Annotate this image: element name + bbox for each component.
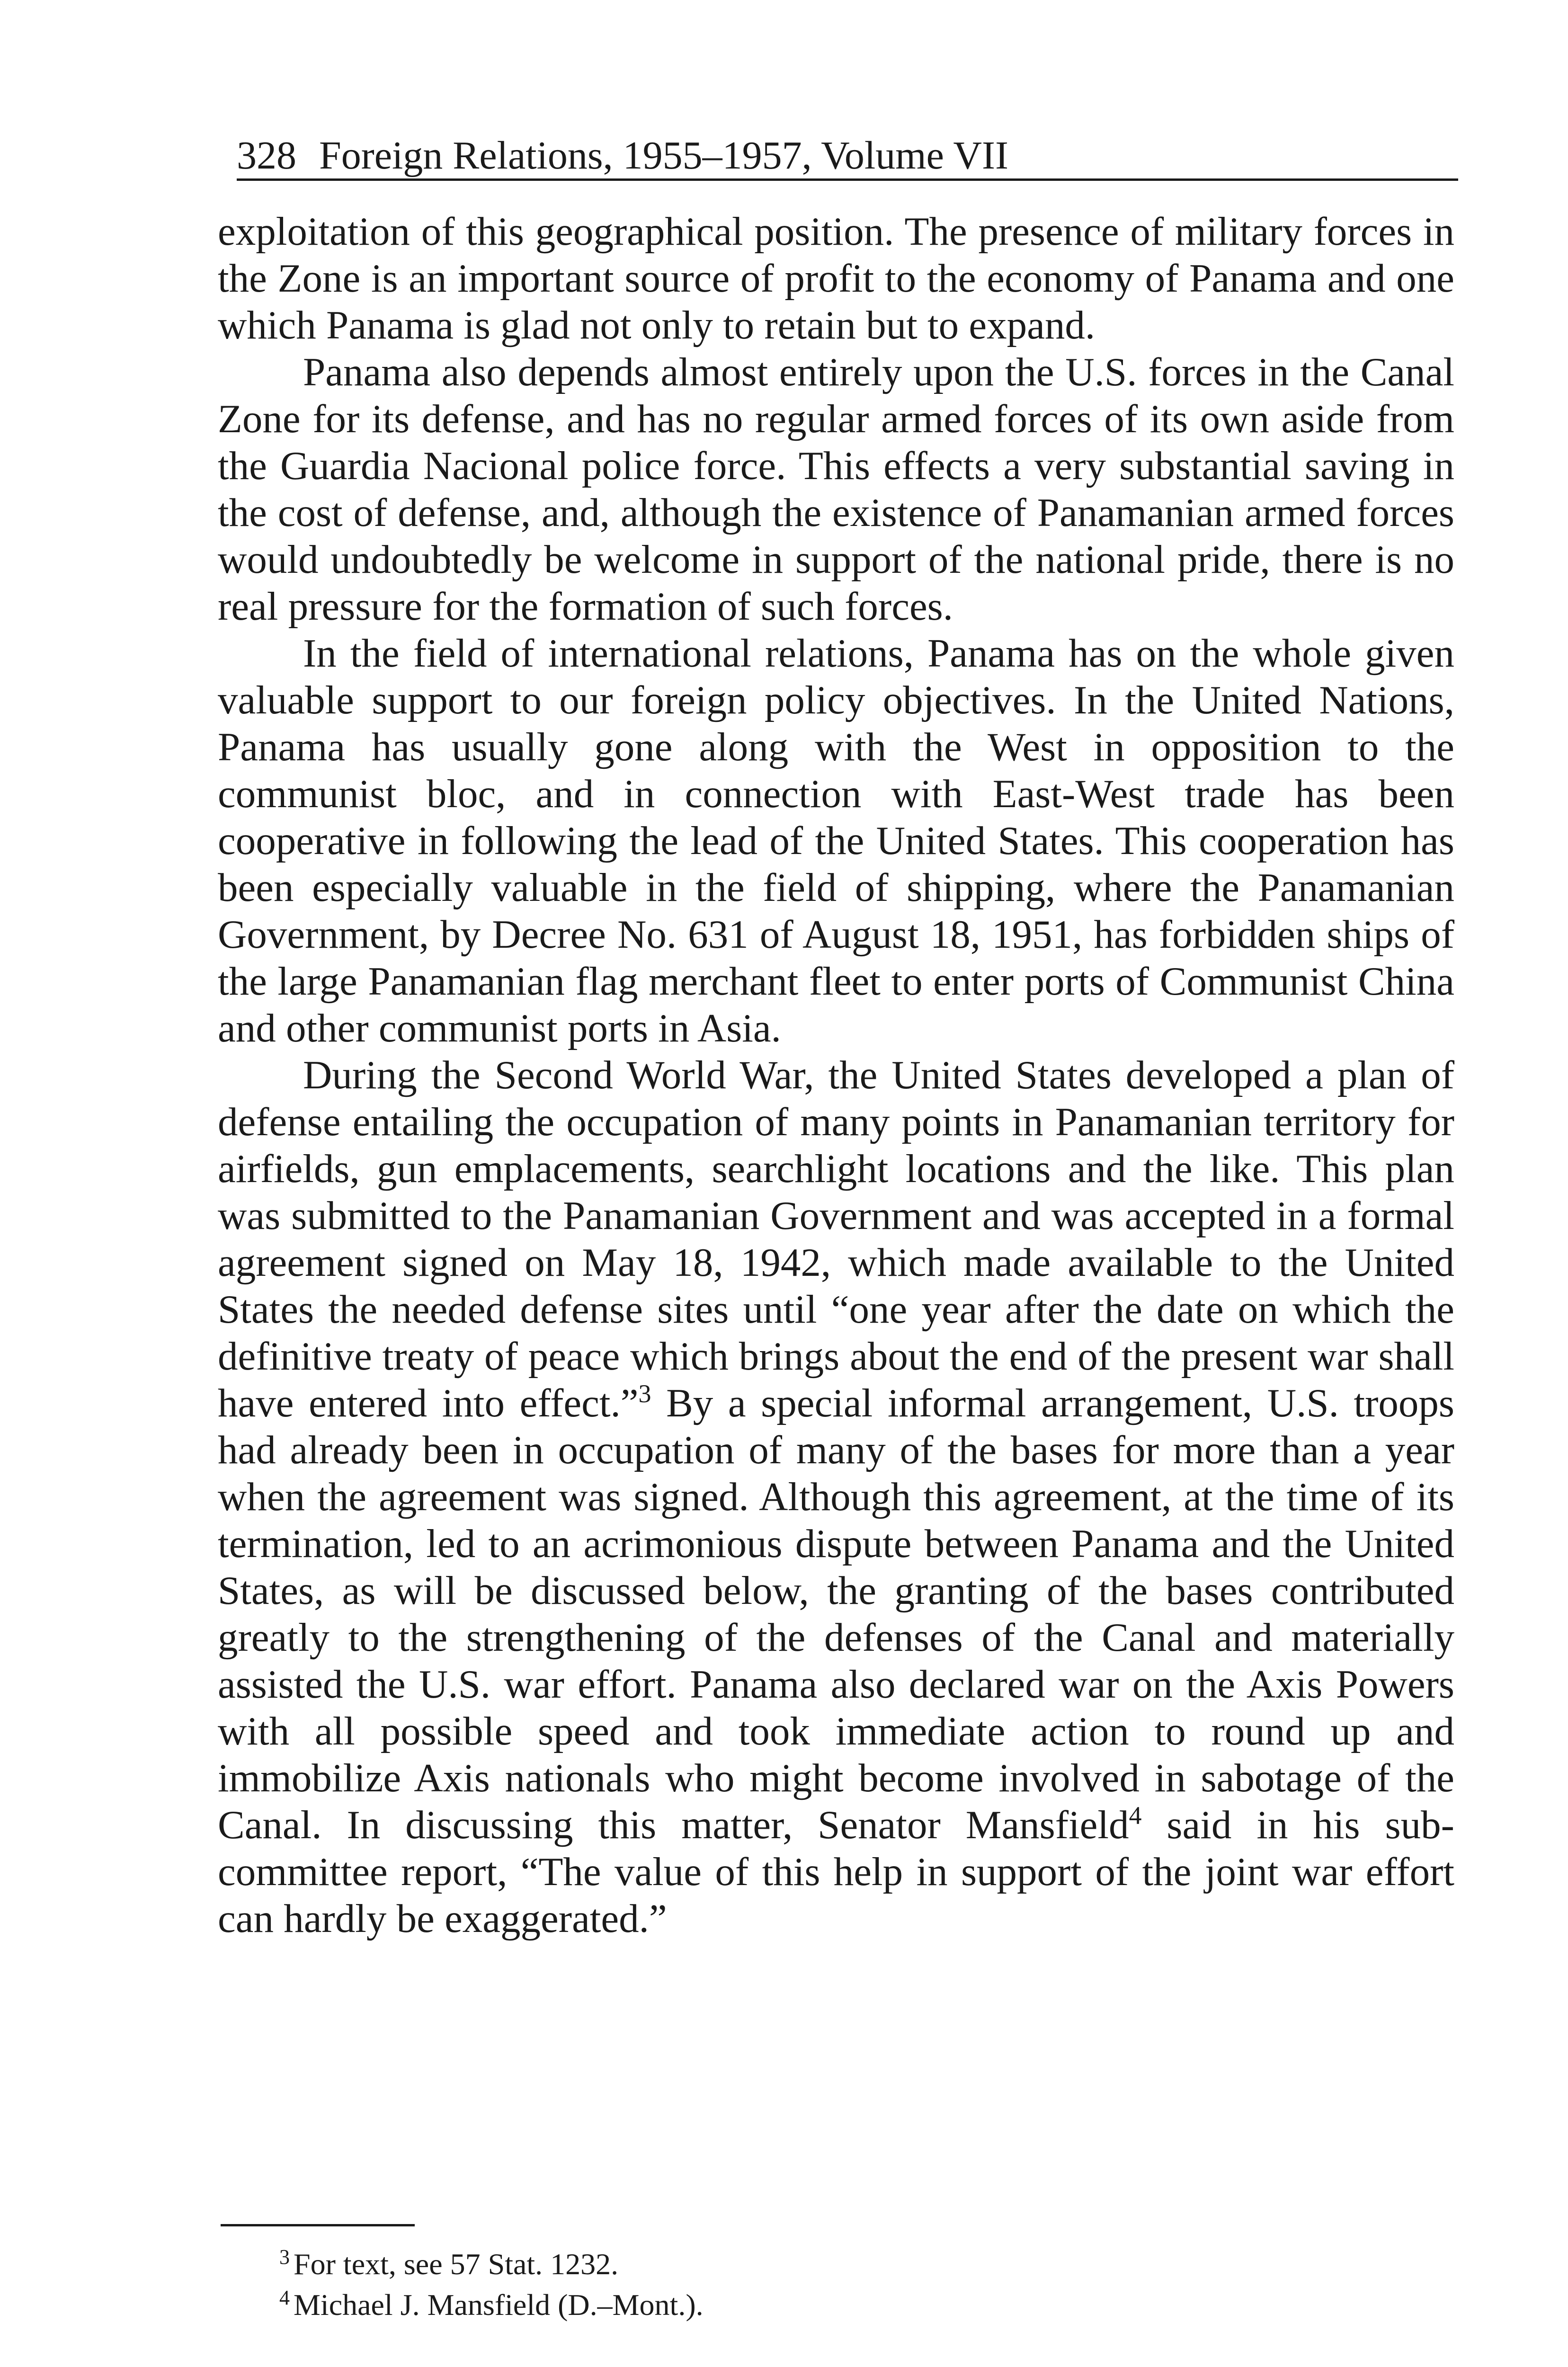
running-header [237, 124, 1458, 181]
footnote-4 [279, 2285, 1416, 2325]
paragraph-text-part: During the Second World War, the United States developed a plan of defense entailing the occupation of many points in Panamanian territory for airfields, gun emplacements, searchlight locations and the like. This plan was submitted to the Panamanian Government and was accepted in a formal agreement signed on May 18, 1942, which made available to the United States the needed defense sites until “one year after the date on which the definitive treaty of peace which brings about the end of the present war shall have entered into effect.” [218, 1053, 1454, 1425]
footnote-mark: 3 [279, 2245, 290, 2269]
footnote-text: For text, see 57 Stat. 1232. [294, 2247, 619, 2281]
footnote-mark: 4 [279, 2286, 290, 2309]
footnote-divider [221, 2224, 415, 2226]
body-text [218, 208, 1454, 1942]
paragraph-continuation: exploitation of this geographical position. The presence of military forces in the Zone is an important source of profit to the economy of Panama and one which Panama is glad not only to retain but to expand. [218, 209, 1454, 347]
footnote-3 [279, 2244, 1416, 2285]
paragraph-international-relations: In the field of international relations, Panama has on the whole given valuable support to our foreign policy objectives. In the United Nations, Panama has usually gone along with the West in opposition to the communist bloc, and in connection with East-West trade has been cooperative in following the lead of the United States. This cooperation has been especially valuable in the field of shipping, where the Panamanian Government, by Decree No. 631 of August 18, 1951, has forbidden ships of the large Panamanian flag merchant fleet to enter ports of Communist China and other communist ports in Asia. [218, 631, 1454, 1050]
footnote-ref-4: 4 [1129, 1801, 1142, 1830]
page-number: 328 [237, 133, 296, 178]
paragraph-text-part: said in his sub-committee report, “The value of this help in support of the joint war effort can hardly be exaggerated.” [218, 1803, 1454, 1941]
paragraph-second-world-war [218, 1052, 1454, 1942]
paragraph-text-part: By a special informal arrangement, U.S. troops had already been in occupation of many of the bases for more than a year when the agreement was signed. Although this agreement, at the time of its termination, led to an acrimonious dispute between Panama and the United States, as will be discussed below, the granting of the bases contributed greatly to the strengthening of the defenses of the Canal and materially assisted the U.S. war effort. Panama also declared war on the Axis Powers with all possible speed and took immediate action to round up and immobilize Axis nationals who might become involved in sabotage of the Canal. In discussing this matter, Senator Mansfield [218, 1381, 1454, 1847]
footnote-ref-3: 3 [638, 1379, 651, 1408]
running-title: Foreign Relations, 1955–1957, Volume VII [319, 133, 1008, 178]
footnotes [279, 2244, 1416, 2325]
footnote-text: Michael J. Mansfield (D.–Mont.). [294, 2288, 704, 2322]
paragraph-defense: Panama also depends almost entirely upon the U.S. forces in the Canal Zone for its defense, and has no regular armed forces of its own aside from the Guardia Nacional police force. This effects a very substantial saving in the cost of defense, and, although the existence of Panamanian armed forces would undoubtedly be welcome in support of the national pride, there is no real pressure for the formation of such forces. [218, 350, 1454, 629]
